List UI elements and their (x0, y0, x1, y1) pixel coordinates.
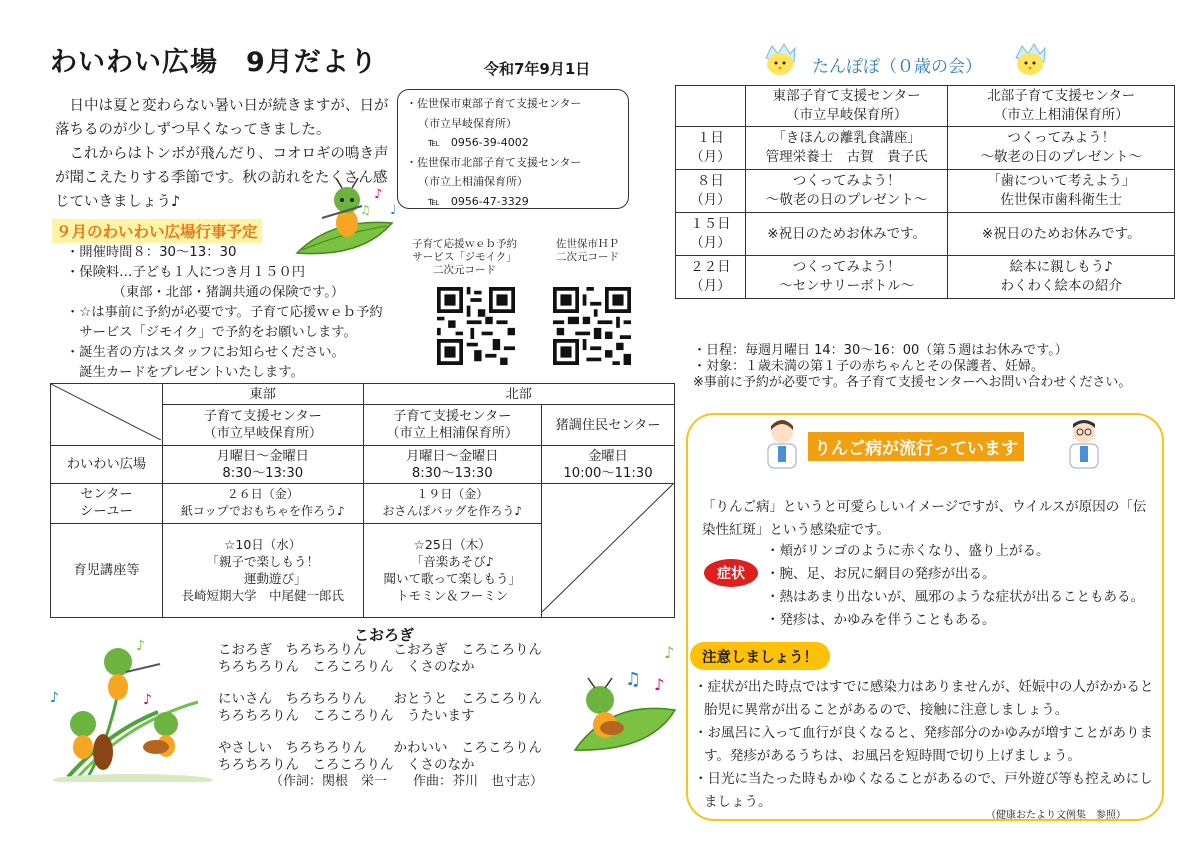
qr-code-hp-icon[interactable] (553, 287, 631, 365)
issue-date: 令和7年9月1日 (484, 60, 591, 78)
empty-cell (541, 484, 674, 618)
doctor-icon (1062, 418, 1106, 470)
table-cell: １９日（金） おさんぽバッグを作ろう♪ (363, 484, 541, 524)
center-north-facility: （市立上相浦保育所） (418, 175, 528, 188)
intro-paragraph: これからはトンボが飛んだり、コオロギの鳴き声が聞こえたりする季節です。秋の訪れをたくさん感じていきましょう♪ (55, 146, 389, 210)
empty-diagonal (542, 484, 673, 612)
svg-text:♪: ♪ (654, 675, 665, 694)
chick-icon (762, 40, 798, 76)
schedule-item: 誕生カードをプレゼントいたします。 (66, 365, 304, 380)
center-contacts (397, 89, 629, 209)
svg-text:♪: ♪ (374, 187, 383, 202)
table-cell: ☆10日（水） 「親子で楽しもう！ 運動遊び」 長崎短期大学 中尾健一郎氏 (162, 523, 363, 617)
intro-paragraph: 日中は夏と変わらない暑い日が続きますが、日が落ちるのが少しずつ早くなってきました。 (55, 98, 389, 138)
tanpopo-col-east: 東部子育て支援センター （市立早岐保育所） (745, 86, 948, 127)
table-cell: ※祝日のためお休みです。 (745, 213, 948, 256)
ringo-title: りんご病が流行っています (808, 432, 1024, 461)
schedule-item: ・開催時間８：30〜13：30 (66, 245, 237, 260)
ringo-intro: 「りんご病」というと可愛らしいイメージですが、ウイルスが原因の「伝染性紅斑」という感染症です。 (702, 499, 1147, 538)
caution-badge: 注意しましょう！ (690, 642, 830, 670)
table-cell: ☆25日（木） 「音楽あそび♪ 聞いて歌って楽しもう」 トモミン＆フーミン (363, 523, 541, 617)
schedule-item: ・誕生者の方はスタッフにお知らせください。 (66, 345, 345, 360)
col-east-header: 子育て支援センター （市立早岐保育所） (162, 405, 363, 446)
center-north-phone: ℡ 0956-47-3329 (428, 194, 529, 208)
table-cell: 「きほんの離乳食講座」 管理栄養士 古賀 貴子氏 (745, 127, 948, 170)
svg-text:♪: ♪ (50, 690, 59, 706)
table-row (676, 256, 1175, 299)
cricket-violin-icon (570, 640, 680, 760)
qr-web-label: 子育て応援ｗｅｂ予約 サービス「ジモイク」 二次元コード (412, 238, 517, 276)
svg-text:♩: ♩ (390, 203, 397, 218)
col-north-header: 子育て支援センター （市立上相浦保育所） (363, 405, 541, 446)
table-cell: つくってみよう！ 〜敬老の日のプレゼント〜 (948, 127, 1175, 170)
caution-item: ・症状が出た時点ではすでに感染力はありませんが、妊娠中の人がかかると胎児に異常が出ることがあるので、接触に注意しましょう。 (694, 679, 1154, 718)
center-north-name: ・佐世保市北部子育て支援センター (406, 155, 582, 169)
song-lyrics (218, 642, 598, 789)
doctor-icon (760, 418, 804, 470)
tanpopo-corner (676, 86, 746, 127)
chick-icon (1012, 40, 1048, 76)
svg-text:♪: ♪ (136, 638, 145, 654)
center-east-facility: （市立早岐保育所） (418, 116, 517, 130)
schedule-item: （東部・北部・猪調共通の保険です。） (66, 285, 345, 300)
tanpopo-notes: ・日程：毎週月曜日 14：30〜16：00（第５週はお休みです。） ・対象：１歳未満の第１子の赤ちゃんとその保護者、妊婦。 ※事前に予約が必要です。各子育て支援センターへお問い合わせください。 (693, 343, 1132, 390)
table-cell: 月曜日〜金曜日 8:30〜13:30 (363, 446, 541, 484)
reference-note: （健康おたより文例集 参照） (986, 810, 1126, 821)
schedule-item: ・☆は事前に予約が必要です。子育て応援ｗｅｂ予約 (66, 305, 383, 320)
table-cell: 「歯について考えよう」 佐世保市歯科衛生士 (948, 170, 1175, 213)
song-stanza: こおろぎ ちろちろりん こおろぎ ころころりん ちろちろりん ころころりん くさのなか (218, 642, 542, 675)
table-row (676, 213, 1175, 256)
table-cell: ２６日（金） 紙コップでおもちゃを作ろう♪ (162, 484, 363, 524)
tanpopo-heading: たんぽぽ（０歳の会） (812, 57, 982, 77)
corner-diagonal (51, 384, 161, 440)
table-cell: つくってみよう！ 〜センサリーボトル〜 (745, 256, 948, 299)
schedule-list (66, 243, 426, 383)
table-cell: 金曜日 10:00〜11:30 (541, 446, 674, 484)
row-label: センター シーユー (51, 484, 163, 524)
table-cell: 月曜日〜金曜日 8:30〜13:30 (162, 446, 363, 484)
region-east-header: 東部 (162, 384, 363, 405)
caution-list (694, 676, 1160, 814)
table-cell: ※祝日のためお休みです。 (948, 213, 1175, 256)
row-label: わいわい広場 (51, 446, 163, 484)
cricket-band-icon (48, 632, 218, 782)
schedule-item: サービス「ジモイク」で予約をお願いします。 (66, 325, 357, 340)
main-schedule-table (50, 383, 675, 618)
table-row (676, 127, 1175, 170)
center-east-name: ・佐世保市東部子育て支援センター (406, 97, 582, 110)
tanpopo-col-north: 北部子育て支援センター （市立上相浦保育所） (948, 86, 1175, 127)
svg-text:♪: ♪ (664, 643, 675, 662)
schedule-heading: ９月のわいわい広場行事予定 (52, 219, 262, 243)
svg-text:♪: ♪ (143, 692, 152, 708)
qr-code-web-icon[interactable] (437, 287, 515, 365)
tanpopo-date: ２２日 （月） (676, 256, 746, 299)
caution-item: ・日光に当たった時もかゆくなることがあるので、戸外遊び等も控えめにしましょう。 (694, 771, 1153, 810)
table-corner (51, 384, 163, 446)
svg-text:♫: ♫ (360, 203, 371, 217)
col-inoki-header: 猪調住民センター (541, 405, 674, 446)
schedule-item: ・保険料…子ども１人につき月１５０円 (66, 265, 306, 280)
song-stanza: やさしい ちろちろりん かわいい ころころりん ちろちろりん ころころりん くさのなか (218, 740, 542, 773)
tanpopo-date: ８日 （月） (676, 170, 746, 213)
svg-text:♫: ♫ (625, 669, 642, 690)
song-credit: （作詞：関根 栄一 作曲：芥川 也寸志） (270, 774, 544, 789)
tanpopo-table (675, 85, 1175, 299)
tanpopo-date: １５日 （月） (676, 213, 746, 256)
song-title: こおろぎ (354, 626, 415, 644)
center-east-phone: ℡ 0956-39-4002 (428, 136, 529, 149)
qr-hp-label: 佐世保市ＨＰ 二次元コード (556, 238, 619, 263)
song-stanza: にいさん ちろちろりん おとうと ころころりん ちろちろりん ころころりん うたいます (218, 691, 542, 724)
page-title: わいわい広場 9月だより (50, 47, 378, 78)
region-north-header: 北部 (363, 384, 675, 405)
table-cell: 絵本に親しもう♪ わくわく絵本の紹介 (948, 256, 1175, 299)
tanpopo-date: １日 （月） (676, 127, 746, 170)
symptom-badge: 症状 (704, 559, 758, 587)
caution-item: ・お風呂に入って血行が良くなると、発疹部分のかゆみが増すことがあります。発疹があるうちは、お風呂を短時間で切り上げましょう。 (694, 725, 1153, 764)
symptom-list: ・頬がリンゴのように赤くなり、盛り上がる。 ・腕、足、お尻に網目の発疹が出る。 ・熱はあまり出ないが、風邪のような症状が出ることもある。 ・発疹は、かゆみを伴うこともある。 (766, 543, 1144, 628)
table-row (676, 170, 1175, 213)
table-cell: つくってみよう！ 〜敬老の日のプレゼント〜 (745, 170, 948, 213)
row-label: 育児講座等 (51, 523, 163, 617)
